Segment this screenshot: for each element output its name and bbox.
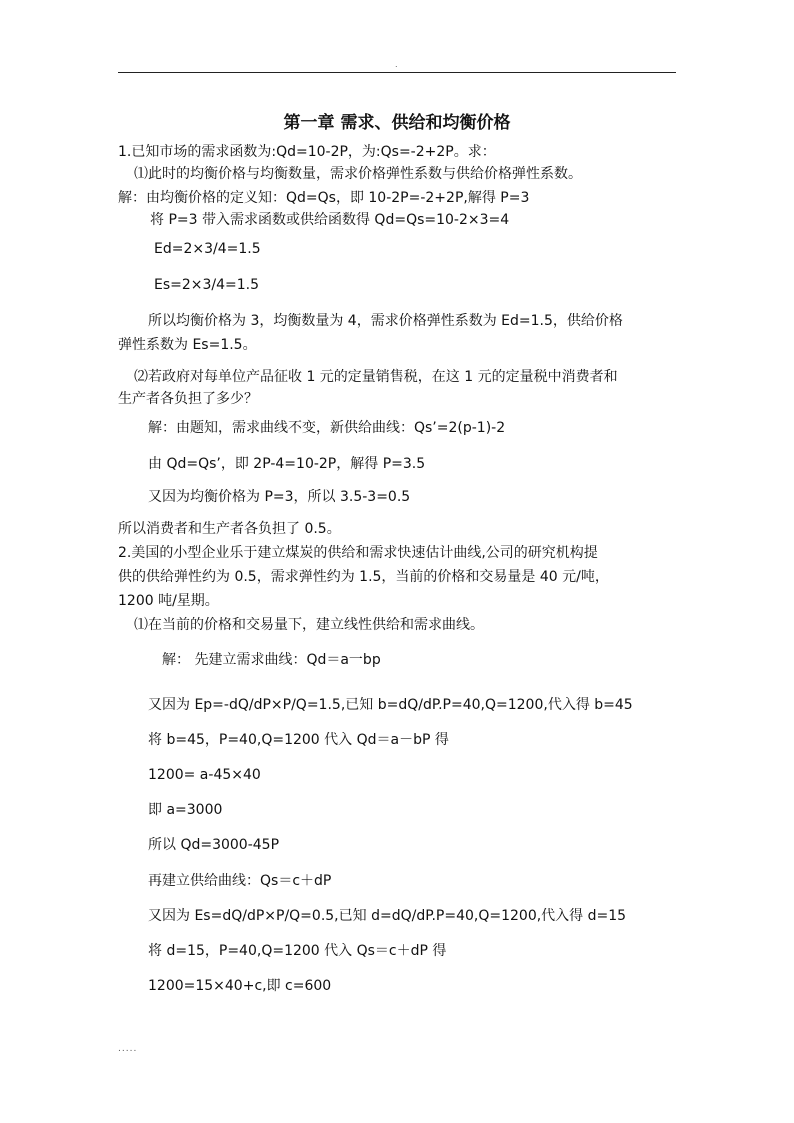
answer-line: 1200= a-45×40	[148, 767, 261, 783]
formula-es: Es=2×3/4=1.5	[154, 277, 260, 293]
question-2-cont: 1200 吨/星期。	[118, 593, 219, 609]
answer-conclusion: 所以均衡价格为 3，均衡数量为 4，需求价格弹性系数为 Ed=1.5，供给价格	[148, 313, 623, 329]
question-1-part-2-cont: 生产者各负担了多少？	[118, 391, 258, 407]
question-2-part-1: ⑴在当前的价格和交易量下，建立线性供给和需求曲线。	[134, 617, 484, 633]
answer-line: 1200=15×40+c,即 c=600	[148, 978, 332, 994]
footer-dots: .....	[118, 1044, 138, 1054]
answer-line: 解：由均衡价格的定义知：Qd=Qs，即 10-2P=-2+2P,解得 P=3	[118, 190, 530, 206]
question-1-part-1: ⑴此时的均衡价格与均衡数量，需求价格弹性系数与供给价格弹性系数。	[134, 166, 582, 182]
question-1-part-2: ⑵若政府对每单位产品征收 1 元的定量销售税，在这 1 元的定量税中消费者和	[134, 369, 618, 385]
answer-line: 将 d=15，P=40,Q=1200 代入 Qs＝c＋dP 得	[148, 943, 447, 959]
formula-ed: Ed=2×3/4=1.5	[154, 241, 261, 257]
answer-line: 将 P=3 带入需求函数或供给函数得 Qd=Qs=10-2×3=4	[150, 212, 510, 228]
question-2: 2.美国的小型企业乐于建立煤炭的供给和需求快速估计曲线,公司的研究机构提	[118, 545, 598, 561]
answer-line: 由 Qd=Qs’，即 2P-4=10-2P，解得 P=3.5	[148, 456, 426, 472]
answer-line: 将 b=45，P=40,Q=1200 代入 Qd＝a－bP 得	[148, 732, 449, 748]
answer-line: 解：由题知，需求曲线不变，新供给曲线：Qs’=2(p-1)-2	[148, 420, 506, 436]
answer-conclusion-cont: 弹性系数为 Es=1.5。	[118, 337, 257, 353]
answer-line: 所以 Qd=3000-45P	[148, 837, 280, 853]
answer-line: 又因为 Ep=-dQ/dP×P/Q=1.5,已知 b=dQ/dP.P=40,Q=1200,代入得 b=45	[148, 697, 633, 713]
answer-line: 又因为 Es=dQ/dP×P/Q=0.5,已知 d=dQ/dP.P=40,Q=1200,代入得 d=15	[148, 908, 627, 924]
header-rule	[118, 72, 676, 73]
answer-line: 又因为均衡价格为 P=3，所以 3.5-3=0.5	[148, 489, 411, 505]
header-dot: .	[395, 60, 398, 69]
answer-line: 即 a=3000	[148, 802, 223, 818]
answer-conclusion: 所以消费者和生产者各负担了 0.5。	[118, 521, 341, 537]
question-2-cont: 供的供给弹性约为 0.5，需求弹性约为 1.5，当前的价格和交易量是 40 元/吨，	[118, 569, 609, 585]
chapter-title: 第一章 需求、供给和均衡价格	[283, 113, 511, 133]
question-1: 1.已知市场的需求函数为:Qd=10-2P，为:Qs=-2+2P。求：	[118, 144, 496, 160]
answer-line: 解： 先建立需求曲线：Qd＝a一bp	[162, 652, 381, 668]
answer-line: 再建立供给曲线：Qs＝c＋dP	[148, 873, 332, 889]
